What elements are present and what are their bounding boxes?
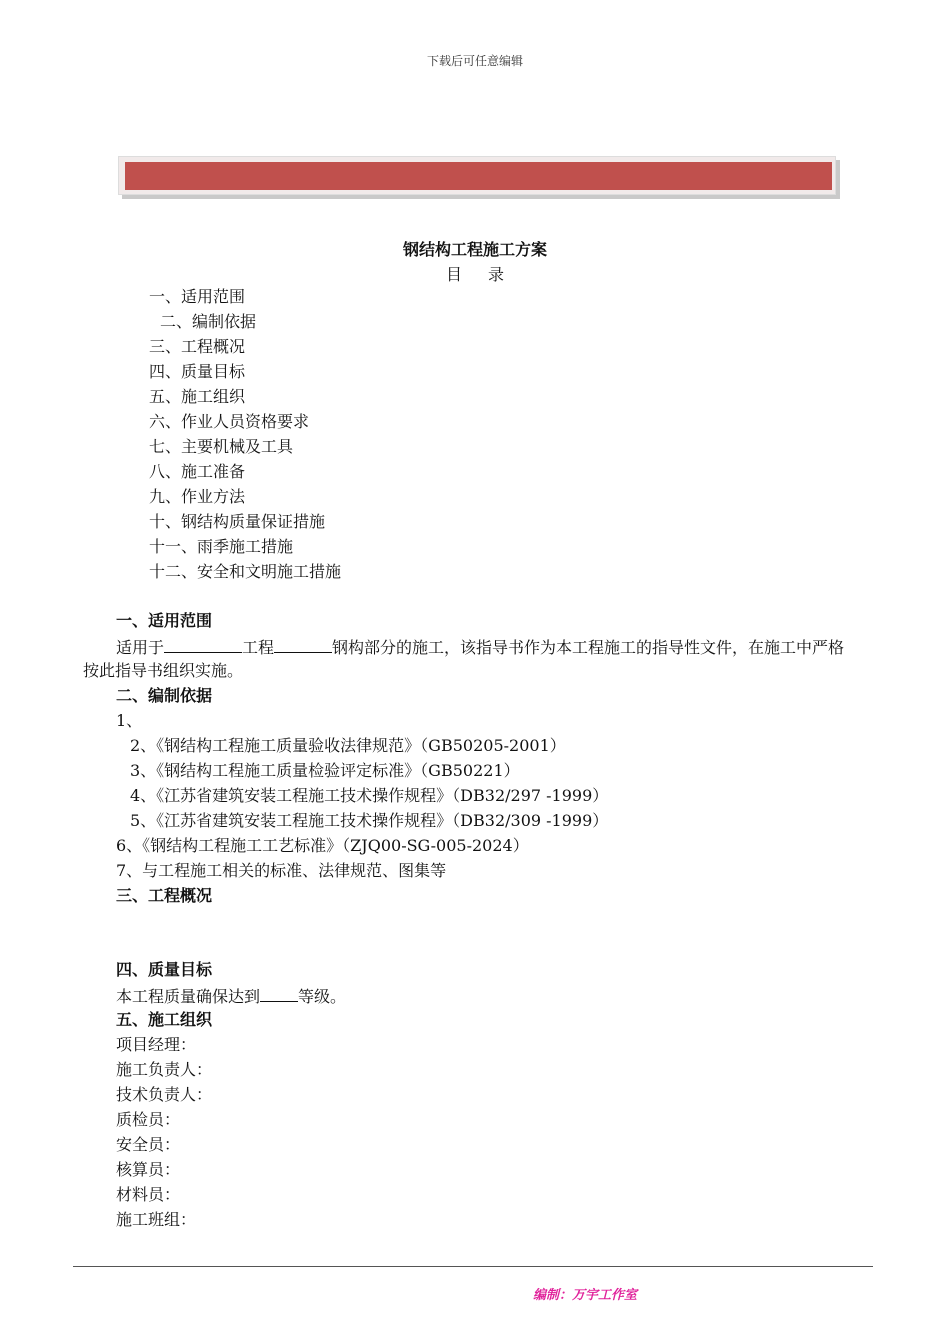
header-note: 下载后可任意编辑: [426, 54, 523, 68]
basis-item-3: 3、《钢结构工程施工质量检验评定标准》（GB50221）: [130, 761, 520, 780]
role-construction-lead: 施工负责人：: [116, 1060, 213, 1079]
scope-text-a: 适用于: [116, 638, 165, 657]
section-heading-organization: 五、施工组织: [116, 1010, 213, 1029]
basis-item-6: 6、《钢结构工程施工工艺标准》（ZJQ00-SG-005-2024）: [116, 836, 529, 855]
scope-paragraph-line1: [116, 636, 844, 658]
role-technical-lead: 技术负责人：: [116, 1085, 213, 1104]
toc-item-5: 五、施工组织: [149, 387, 246, 406]
toc-item-12: 十二、安全和文明施工措施: [149, 562, 342, 581]
scope-text-c: 钢构部分的施工，该指导书作为本工程施工的指导性文件，在施工中严格: [332, 638, 845, 657]
section-heading-basis: 二、编制依据: [116, 686, 213, 705]
role-materials-officer: 材料员：: [116, 1185, 181, 1204]
blank-section-name: [274, 636, 332, 653]
toc-item-3: 三、工程概况: [149, 337, 246, 356]
footer-credit: 编制：万宇工作室: [533, 1288, 638, 1303]
role-cost-accountant: 核算员：: [116, 1160, 181, 1179]
toc-title: 目录: [445, 265, 530, 284]
document-title: 钢结构工程施工方案: [402, 240, 547, 259]
toc-item-4: 四、质量目标: [149, 362, 246, 381]
section-heading-quality: 四、质量目标: [116, 960, 213, 979]
toc-item-7: 七、主要机械及工具: [149, 437, 294, 456]
role-project-manager: 项目经理：: [116, 1035, 197, 1054]
section-heading-scope: 一、适用范围: [116, 611, 213, 630]
toc-item-8: 八、施工准备: [149, 462, 246, 481]
quality-text-a: 本工程质量确保达到: [116, 987, 261, 1006]
quality-paragraph: [116, 985, 346, 1007]
role-quality-inspector: 质检员：: [116, 1110, 181, 1129]
basis-item-1: 1、: [116, 711, 143, 730]
scope-paragraph-line2: 按此指导书组织实施。: [83, 661, 244, 680]
basis-item-7: 7、与工程施工相关的标准、法律规范、图集等: [116, 861, 447, 880]
title-banner: [125, 162, 832, 190]
toc-item-1: 一、适用范围: [149, 287, 246, 306]
role-safety-officer: 安全员：: [116, 1135, 181, 1154]
toc-item-2: 二、编制依据: [160, 312, 257, 331]
section-heading-overview: 三、工程概况: [116, 886, 213, 905]
toc-item-11: 十一、雨季施工措施: [149, 537, 294, 556]
blank-quality-grade: [260, 985, 298, 1002]
basis-item-2: 2、《钢结构工程施工质量验收法律规范》（GB50205-2001）: [130, 736, 566, 755]
toc-item-10: 十、钢结构质量保证措施: [149, 512, 326, 531]
basis-item-5: 5、《江苏省建筑安装工程施工技术操作规程》（DB32/309 -1999）: [130, 811, 609, 830]
scope-text-b: 工程: [242, 638, 275, 657]
footer-rule: [73, 1266, 873, 1267]
toc-item-9: 九、作业方法: [149, 487, 246, 506]
toc-item-6: 六、作业人员资格要求: [149, 412, 310, 431]
quality-text-b: 等级。: [298, 987, 347, 1006]
role-work-team: 施工班组：: [116, 1210, 197, 1229]
basis-item-4: 4、《江苏省建筑安装工程施工技术操作规程》（DB32/297 -1999）: [130, 786, 609, 805]
blank-project-name: [164, 636, 242, 653]
